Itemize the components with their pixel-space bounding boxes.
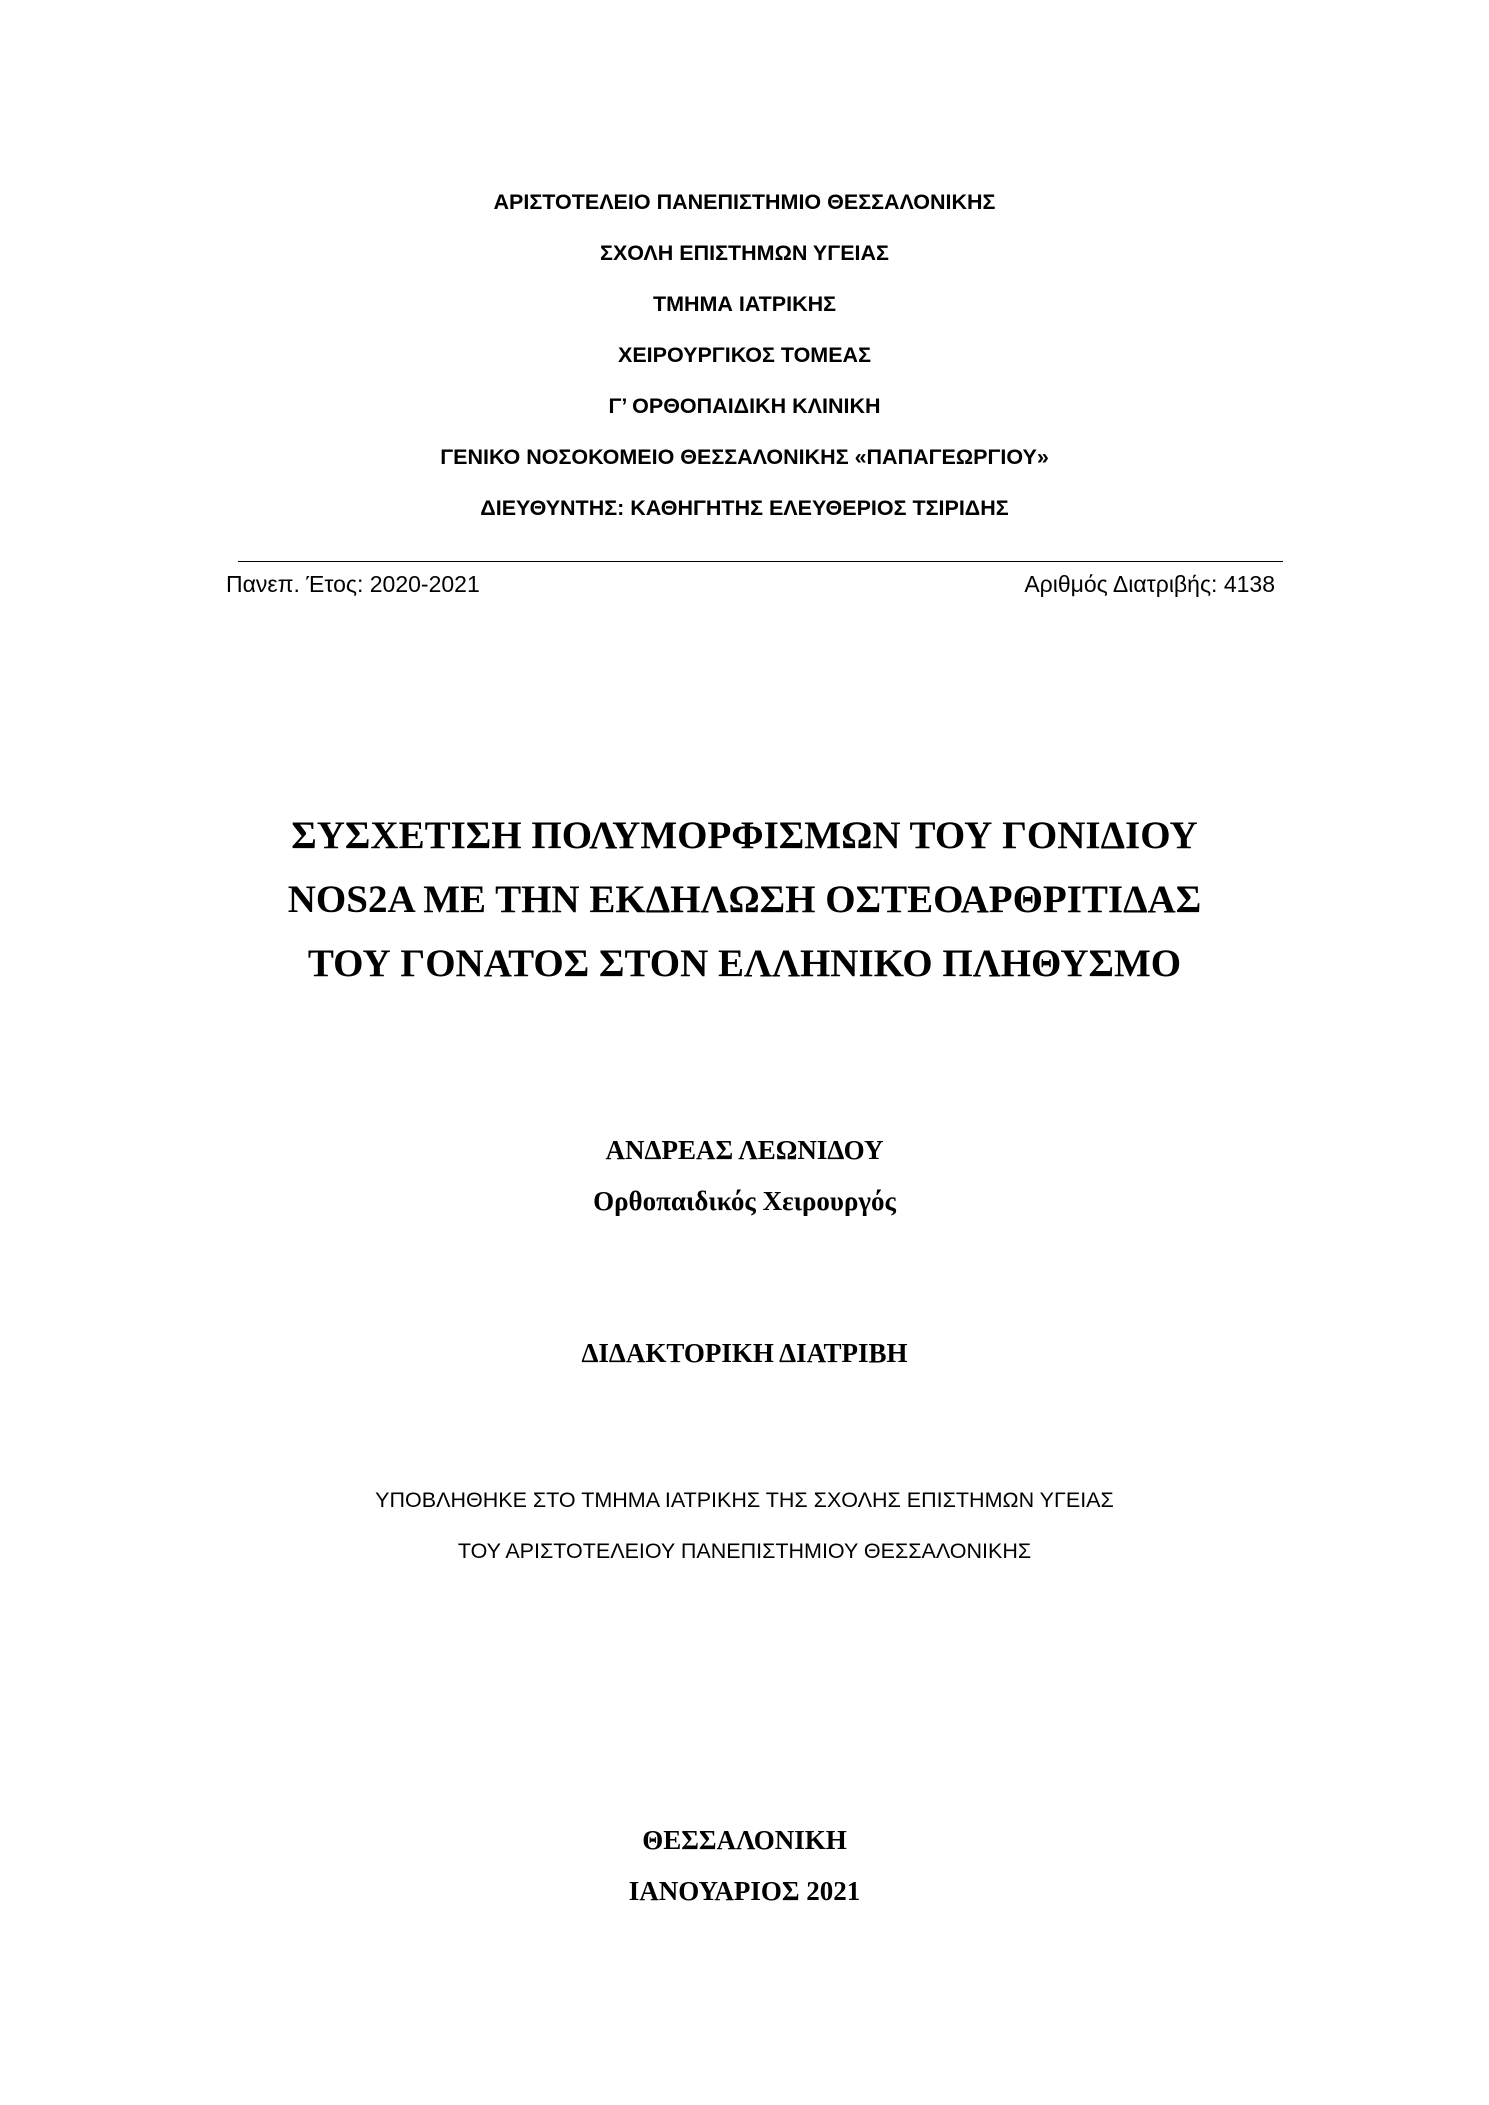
- header-school: ΣΧΟΛΗ ΕΠΙΣΤΗΜΩΝ ΥΓΕΙΑΣ: [600, 241, 889, 265]
- author-role: Ορθοπαιδικός Χειρουργός: [593, 1186, 896, 1216]
- header-hospital: ΓΕΝΙΚΟ ΝΟΣΟΚΟΜΕΙΟ ΘΕΣΣΑΛΟΝΙΚΗΣ «ΠΑΠΑΓΕΩΡΓΙΟΥ»: [440, 445, 1049, 469]
- institution-header: [0, 177, 1489, 534]
- header-director: ΔΙΕΥΘΥΝΤΗΣ: ΚΑΘΗΓΗΤΗΣ ΕΛΕΥΘΕΡΙΟΣ ΤΣΙΡΙΔΗΣ: [480, 496, 1009, 520]
- header-divider: [238, 561, 1283, 562]
- place-date-block: [0, 1815, 1489, 1917]
- thesis-type: ΔΙΔΑΚΤΟΡΙΚΗ ΔΙΑΤΡΙΒΗ: [581, 1338, 908, 1368]
- title-line-1: ΣΥΣΧΕΤΙΣΗ ΠΟΛΥΜΟΡΦΙΣΜΩΝ ΤΟΥ ΓΟΝΙΔΙΟΥ: [291, 814, 1198, 857]
- place-city: ΘΕΣΣΑΛΟΝΙΚΗ: [642, 1825, 847, 1855]
- header-sector: ΧΕΙΡΟΥΡΓΙΚΟΣ ΤΟΜΕΑΣ: [618, 343, 871, 367]
- header-department: ΤΜΗΜΑ ΙΑΤΡΙΚΗΣ: [652, 292, 837, 316]
- header-clinic: Γ’ ΟΡΘΟΠΑΙΔΙΚΗ ΚΛΙΝΙΚΗ: [608, 394, 881, 418]
- title-line-2: NOS2A ΜΕ ΤΗΝ ΕΚΔΗΛΩΣΗ ΟΣΤΕΟΑΡΘΡΙΤΙΔΑΣ: [287, 878, 1202, 921]
- submission-statement: [0, 1475, 1489, 1577]
- thesis-number: Αριθμός Διατριβής: 4138: [1024, 571, 1275, 597]
- academic-year: Πανεπ. Έτος: 2020-2021: [226, 571, 480, 597]
- thesis-title: [0, 804, 1489, 996]
- submission-line-2: ΤΟΥ ΑΡΙΣΤΟΤΕΛΕΙΟΥ ΠΑΝΕΠΙΣΤΗΜΙΟΥ ΘΕΣΣΑΛΟΝΙΚΗΣ: [457, 1539, 1032, 1563]
- place-date: ΙΑΝΟΥΑΡΙΟΣ 2021: [628, 1876, 861, 1906]
- submission-line-1: ΥΠΟΒΛΗΘΗΚΕ ΣΤΟ ΤΜΗΜΑ ΙΑΤΡΙΚΗΣ ΤΗΣ ΣΧΟΛΗΣ ΕΠΙΣΤΗΜΩΝ ΥΓΕΙΑΣ: [375, 1488, 1114, 1512]
- author-block: [0, 1125, 1489, 1227]
- title-line-3: ΤΟΥ ΓΟΝΑΤΟΣ ΣΤΟΝ ΕΛΛΗΝΙΚΟ ΠΛΗΘΥΣΜΟ: [307, 942, 1182, 985]
- author-name: ΑΝΔΡΕΑΣ ΛΕΩΝΙΔΟΥ: [605, 1135, 884, 1165]
- header-university: ΑΡΙΣΤΟΤΕΛΕΙΟ ΠΑΝΕΠΙΣΤΗΜΙΟ ΘΕΣΣΑΛΟΝΙΚΗΣ: [493, 190, 996, 214]
